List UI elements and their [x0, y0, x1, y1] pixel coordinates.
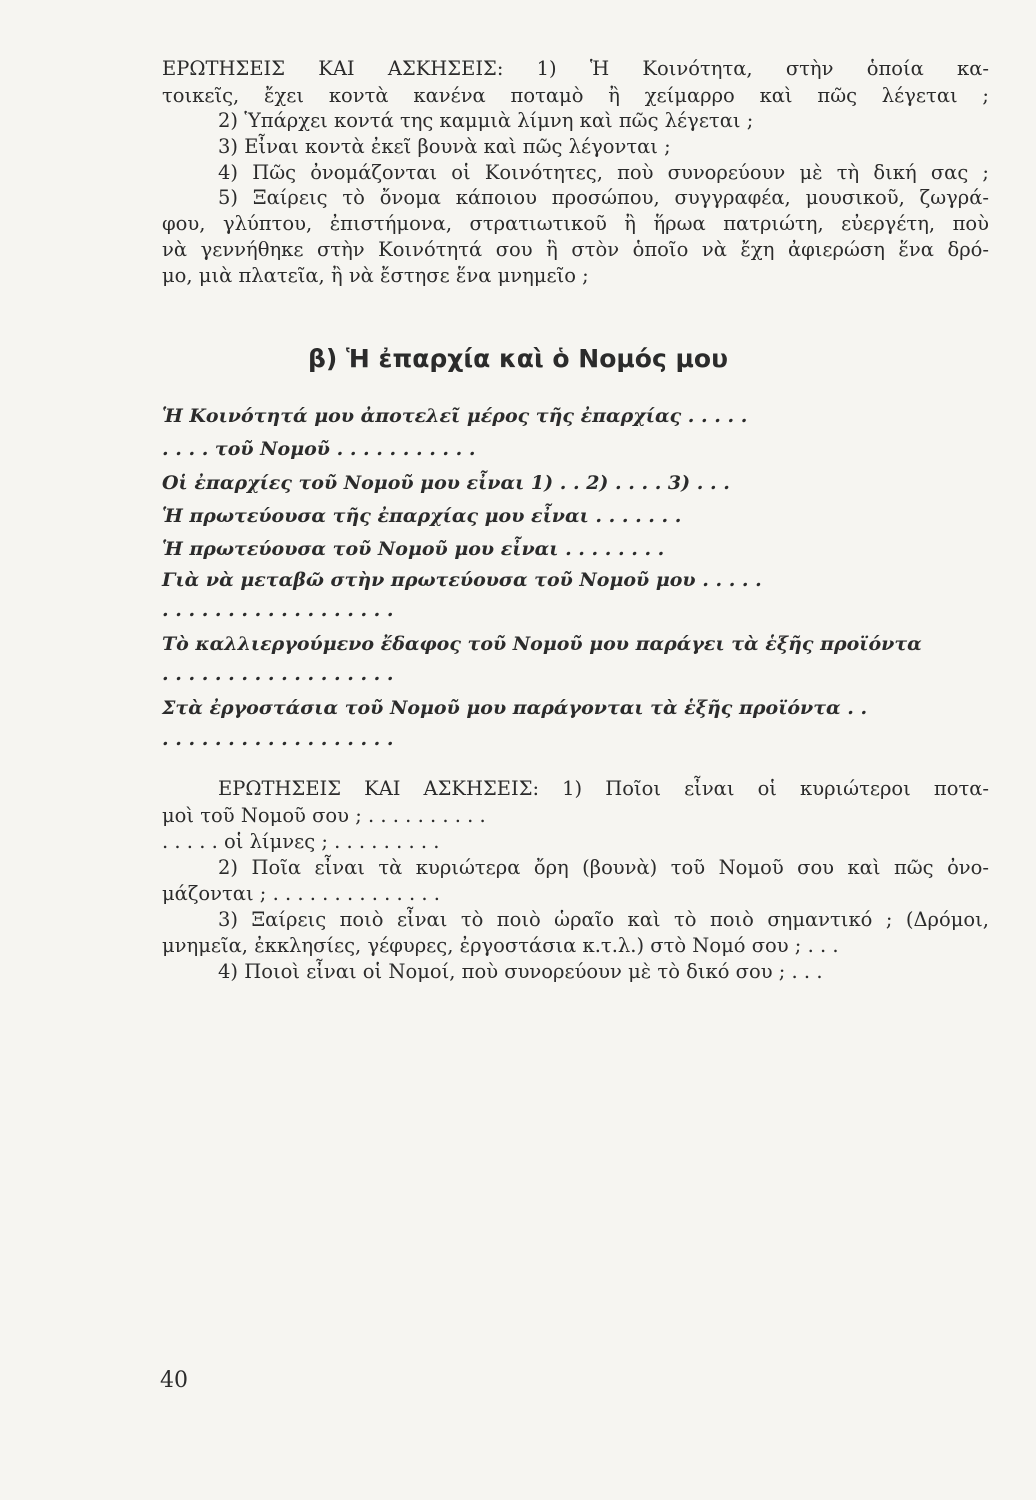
section1-line-1: ΕΡΩΤΗΣΕΙΣ ΚΑΙ ΑΣΚΗΣΕΙΣ: 1) Ἡ Κοινότητα, στὴν ὁποία κα- [162, 57, 989, 80]
section-heading: β) Ἡ ἐπαρχία καὶ ὁ Νομός μου [308, 344, 728, 373]
worksheet-line-6: Γιὰ νὰ μεταβῶ στὴν πρωτεύουσα τοῦ Νομοῦ μου . . . . . [162, 569, 762, 591]
section1-line-8: νὰ γεννήθηκε στὴν Κοινότητά σου ἢ στὸν ὁποῖο νὰ ἔχη ἀφιερώση ἕνα δρό- [162, 238, 989, 261]
worksheet-line-8: Τὸ καλλιεργούμενο ἔδαφος τοῦ Νομοῦ μου παράγει τὰ ἑξῆς προϊόντα [162, 633, 922, 655]
section1-line-5: 4) Πῶς ὀνομάζονται οἱ Κοινότητες, ποὺ συνορεύουν μὲ τὴ δική σας ; [218, 161, 989, 184]
worksheet-line-3: Οἱ ἐπαρχίες τοῦ Νομοῦ μου εἶναι 1) . . 2) . . . . 3) . . . [162, 472, 730, 494]
section2-line-7: μνημεῖα, ἐκκλησίες, γέφυρες, ἐργοστάσια κ.τ.λ.) στὸ Νομό σου ; . . . [162, 934, 839, 957]
worksheet-line-4: Ἡ πρωτεύουσα τῆς ἐπαρχίας μου εἶναι . . . . . . . [162, 505, 682, 527]
section1-line-7: φου, γλύπτου, ἐπιστήμονα, στρατιωτικοῦ ἢ ἥρωα πατριώτη, εὐεργέτη, ποὺ [162, 212, 989, 235]
section2-line-1: ΕΡΩΤΗΣΕΙΣ ΚΑΙ ΑΣΚΗΣΕΙΣ: 1) Ποῖοι εἶναι οἱ κυριώτεροι ποτα- [218, 777, 989, 800]
worksheet-line-1: Ἡ Κοινότητά μου ἀποτελεῖ μέρος τῆς ἐπαρχίας . . . . . [162, 405, 748, 427]
worksheet-line-5: Ἡ πρωτεύουσα τοῦ Νομοῦ μου εἶναι . . . . . . . . [162, 538, 665, 560]
section2-line-6: 3) Ξαίρεις ποιὸ εἶναι τὸ ποιὸ ὡραῖο καὶ τὸ ποιὸ σημαντικό ; (Δρόμοι, [218, 908, 989, 931]
section1-line-3: 2) Ὑπάρχει κοντά της καμμιὰ λίμνη καὶ πῶς λέγεται ; [218, 109, 754, 132]
worksheet-line-7: . . . . . . . . . . . . . . . . . . [162, 599, 394, 621]
worksheet-line-10: Στὰ ἐργοστάσια τοῦ Νομοῦ μου παράγονται τὰ ἑξῆς προϊόντα . . [162, 697, 868, 719]
section1-line-2: τοικεῖς, ἔχει κοντὰ κανένα ποταμὸ ἢ χείμαρρο καὶ πῶς λέγεται ; [162, 84, 989, 107]
section2-line-4: 2) Ποῖα εἶναι τὰ κυριώτερα ὄρη (βουνὰ) τοῦ Νομοῦ σου καὶ πῶς ὀνο- [218, 856, 989, 879]
section1-line-9: μο, μιὰ πλατεῖα, ἢ νὰ ἔστησε ἕνα μνημεῖο ; [162, 264, 589, 287]
section2-line-3: . . . . . οἱ λίμνες ; . . . . . . . . . [162, 830, 440, 853]
section2-line-8: 4) Ποιοὶ εἶναι οἱ Νομοί, ποὺ συνορεύουν μὲ τὸ δικό σου ; . . . [218, 960, 823, 983]
section1-line-4: 3) Εἶναι κοντὰ ἐκεῖ βουνὰ καὶ πῶς λέγονται ; [218, 135, 671, 158]
worksheet-line-11: . . . . . . . . . . . . . . . . . . [162, 728, 394, 750]
section1-line-6: 5) Ξαίρεις τὸ ὄνομα κάποιου προσώπου, συγγραφέα, μουσικοῦ, ζωγρά- [218, 186, 989, 209]
section2-line-2: μοὶ τοῦ Νομοῦ σου ; . . . . . . . . . . [162, 804, 486, 827]
worksheet-line-9: . . . . . . . . . . . . . . . . . . [162, 663, 394, 685]
page-number: 40 [160, 1368, 188, 1393]
section2-line-5: μάζονται ; . . . . . . . . . . . . . . [162, 882, 440, 905]
worksheet-line-2: . . . . τοῦ Νομοῦ . . . . . . . . . . . [162, 438, 476, 460]
